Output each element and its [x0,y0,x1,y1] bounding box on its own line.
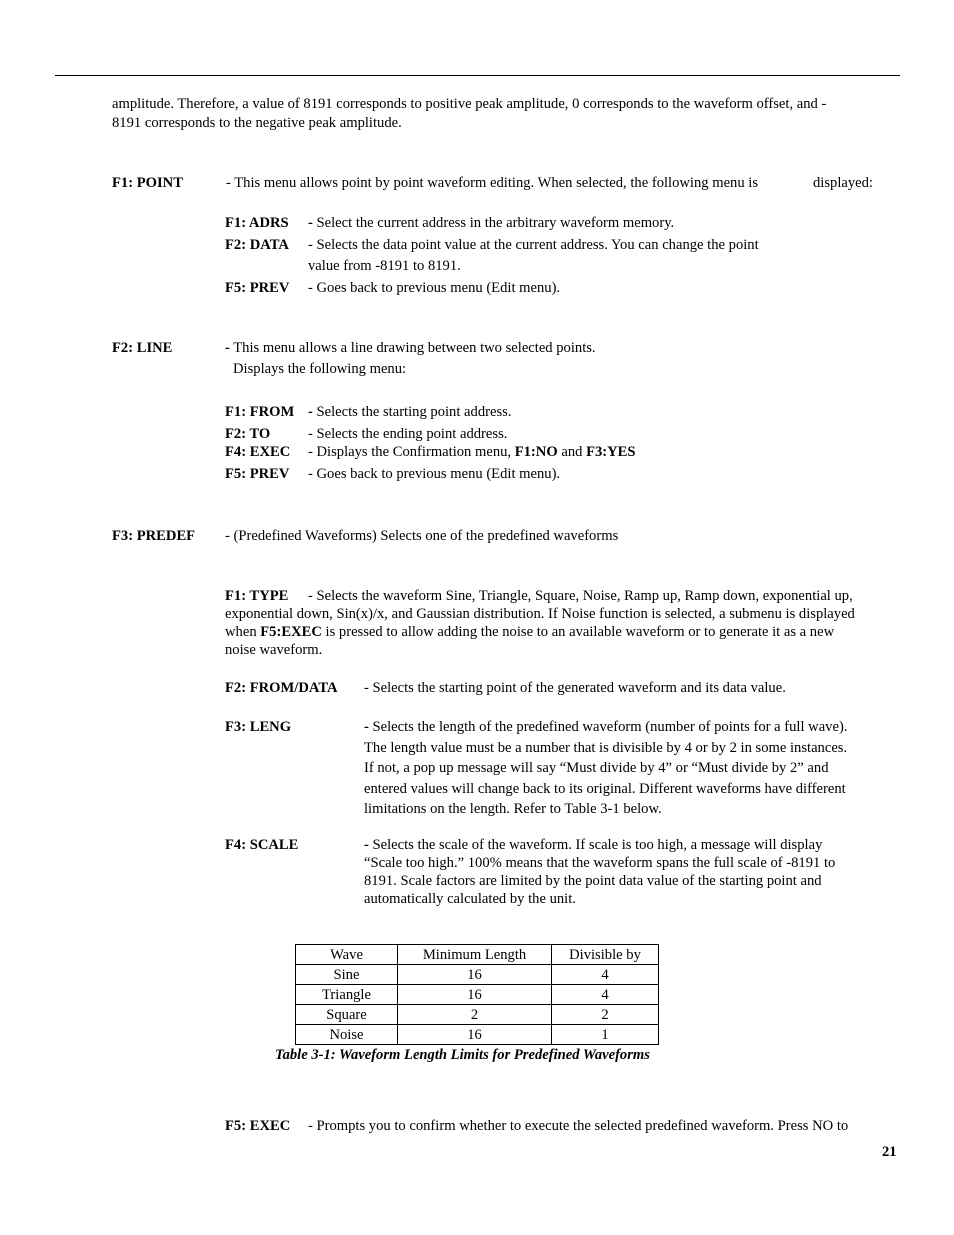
table-cell: 4 [552,985,659,1005]
leng-line-3: If not, a pop up message will say “Must divide by 4” or “Must divide by 2” and [364,760,829,776]
point-item-data-text-2: value from -8191 to 8191. [308,258,461,274]
scale-line-1: - Selects the scale of the waveform. If scale is too high, a message will display [364,837,823,853]
point-item-adrs-text: - Select the current address in the arbitrary waveform memory. [308,215,675,231]
table-header-cell: Wave [296,945,398,965]
table-row [296,965,659,985]
point-item-data-text: - Selects the data point value at the current address. You can change the point [308,237,759,253]
type-line-1: - Selects the waveform Sine, Triangle, Square, Noise, Ramp up, Ramp down, exponential up, [308,588,853,604]
table-cell: 2 [552,1005,659,1025]
line-desc-2: Displays the following menu: [233,361,407,377]
type-line-3: when F5:EXEC is pressed to allow adding the noise to an available waveform or to generate it as a new [225,624,835,640]
line-item-exec-key: F4: EXEC [225,444,291,460]
leng-line-5: limitations on the length. Refer to Table 3-1 below. [364,801,662,817]
type-line-4: noise waveform. [225,642,323,658]
exec-key: F5: EXEC [225,1118,291,1134]
intro-line-2: 8191 corresponds to the negative peak amplitude. [112,115,402,131]
type-key: F1: TYPE [225,588,289,604]
line-item-prev-text: - Goes back to previous menu (Edit menu). [308,466,561,482]
line-item-to-key: F2: TO [225,426,271,442]
table-cell: Sine [296,965,398,985]
predef-key: F3: PREDEF [112,528,196,544]
table-caption: Table 3-1: Waveform Length Limits for Predefined Waveforms [275,1047,650,1063]
table-cell: Noise [296,1025,398,1045]
table-cell: 4 [552,965,659,985]
table-row [296,1025,659,1045]
scale-line-3: 8191. Scale factors are limited by the point data value of the starting point and [364,873,822,889]
table-cell: 1 [552,1025,659,1045]
line-item-to-text: - Selects the ending point address. [308,426,508,442]
line-item-from-text: - Selects the starting point address. [308,404,512,420]
table-cell: 16 [398,985,552,1005]
leng-line-4: entered values will change back to its original. Different waveforms have different [364,781,846,797]
table-header-row [296,945,659,965]
point-desc: - This menu allows point by point waveform editing. When selected, the following menu is [226,175,759,191]
waveform-length-table [295,944,659,1045]
point-item-adrs-key: F1: ADRS [225,215,289,231]
line-item-from-key: F1: FROM [225,404,295,420]
point-item-data-key: F2: DATA [225,237,289,253]
intro-line-1: amplitude. Therefore, a value of 8191 corresponds to positive peak amplitude, 0 corresponds to the waveform offset, and - [112,96,827,112]
table-cell: 16 [398,1025,552,1045]
table-row [296,1005,659,1025]
line-desc: - This menu allows a line drawing between two selected points. [225,340,596,356]
leng-key: F3: LENG [225,719,292,735]
point-desc-end: displayed: [813,175,873,191]
table-cell: 16 [398,965,552,985]
scale-key: F4: SCALE [225,837,299,853]
table-cell: Square [296,1005,398,1025]
line-key: F2: LINE [112,340,173,356]
table-header-cell: Divisible by [552,945,659,965]
scale-line-2: “Scale too high.” 100% means that the waveform spans the full scale of -8191 to [364,855,836,871]
line-item-exec-text: - Displays the Confirmation menu, F1:NO and F3:YES [308,444,636,460]
exec-text: - Prompts you to confirm whether to execute the selected predefined waveform. Press NO to [308,1118,849,1134]
scale-line-4: automatically calculated by the unit. [364,891,576,907]
predef-desc: - (Predefined Waveforms) Selects one of the predefined waveforms [225,528,619,544]
table-cell: Triangle [296,985,398,1005]
point-key: F1: POINT [112,175,183,191]
table-cell: 2 [398,1005,552,1025]
point-item-prev-text: - Goes back to previous menu (Edit menu). [308,280,561,296]
table-row [296,985,659,1005]
fromdata-text: - Selects the starting point of the generated waveform and its data value. [364,680,786,696]
line-item-prev-key: F5: PREV [225,466,290,482]
type-line-2: exponential down, Sin(x)/x, and Gaussian distribution. If Noise function is selected, a submenu is displayed [225,606,855,622]
leng-line-1: - Selects the length of the predefined waveform (number of points for a full wave). [364,719,848,735]
page-number: 21 [882,1144,897,1160]
header-rule [55,75,900,76]
point-item-prev-key: F5: PREV [225,280,290,296]
table-header-cell: Minimum Length [398,945,552,965]
leng-line-2: The length value must be a number that is divisible by 4 or by 2 in some instances. [364,740,848,756]
fromdata-key: F2: FROM/DATA [225,680,338,696]
